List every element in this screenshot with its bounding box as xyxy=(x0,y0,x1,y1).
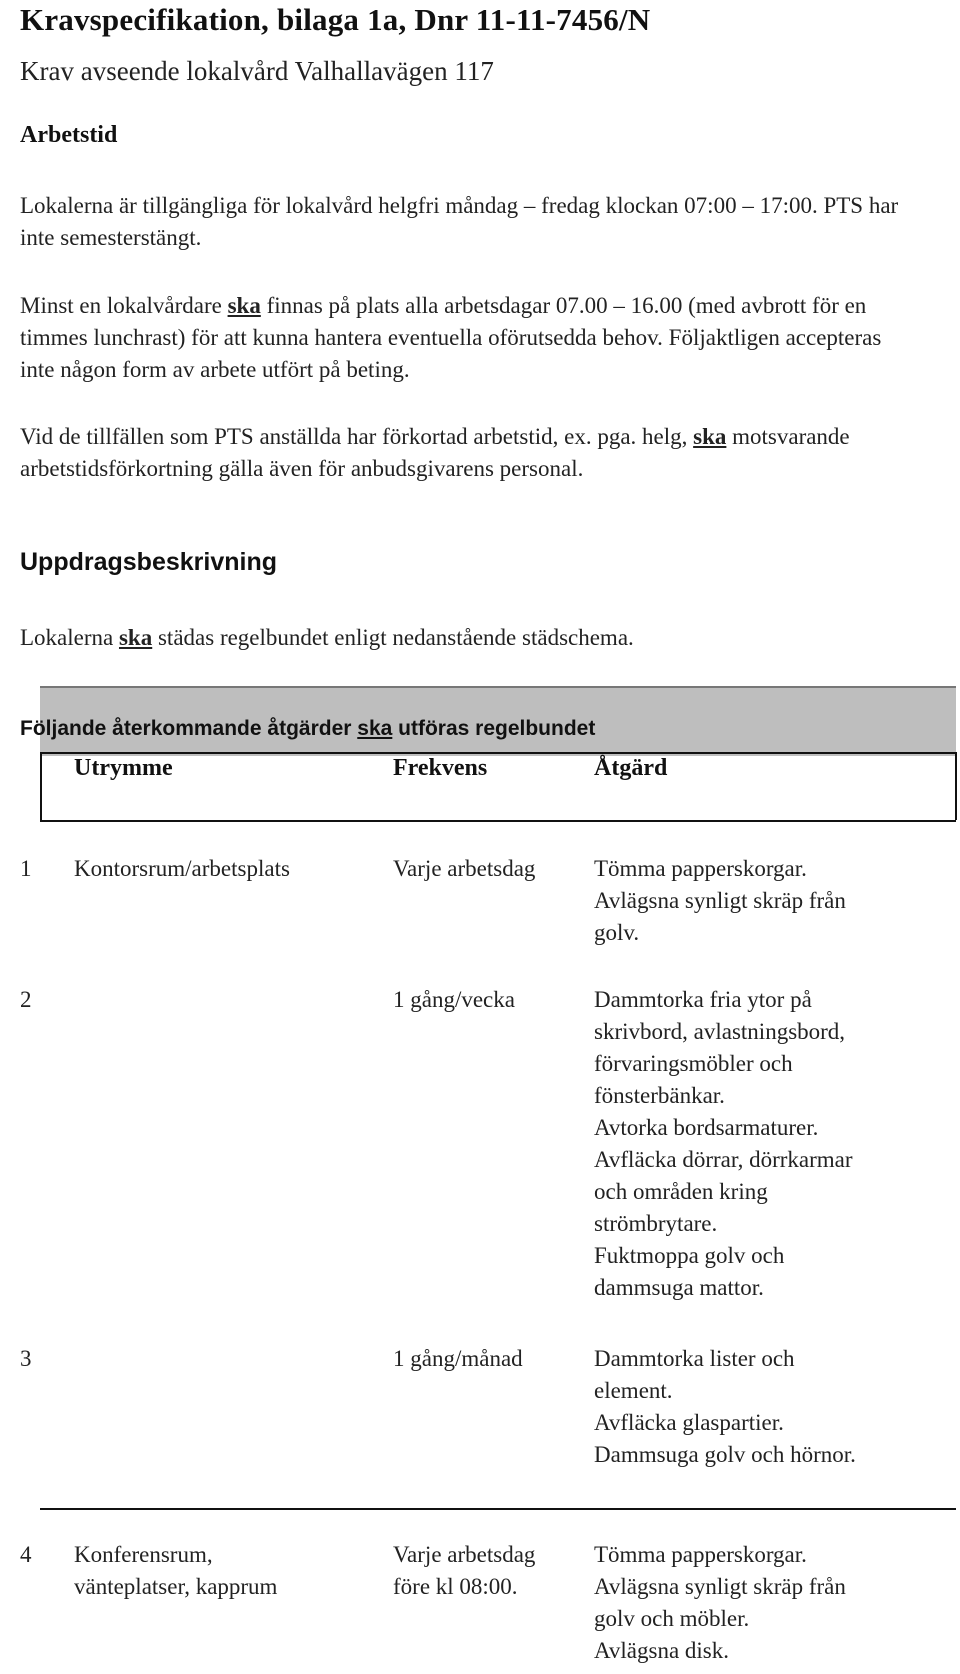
section-heading-uppdrag: Uppdragsbeskrivning xyxy=(20,548,277,576)
ska-emphasis: ska xyxy=(357,717,393,740)
column-header-action: Åtgärd xyxy=(594,755,668,781)
row-frequency: 1 gång/vecka xyxy=(393,987,515,1012)
row-action: Tömma papperskorgar. Avlägsna synligt skräp från golv. xyxy=(594,856,846,945)
paragraph-staffing: Minst en lokalvårdare ska finnas på plats alla arbetsdagar 07.00 – 16.00 (med avbrott för en timmes lunchrast) för att kunna hantera eventuella oförutsedda behov. Följaktligen accepteras inte någon form av arbete utfört på beting. xyxy=(20,293,882,382)
section-heading-arbetstid: Arbetstid xyxy=(20,122,118,148)
paragraph-cleaning-schedule: Lokalerna ska städas regelbundet enligt nedanstående städschema. xyxy=(20,625,634,650)
table-right-border xyxy=(955,752,957,820)
row-number: 4 xyxy=(20,1542,32,1567)
table-left-border xyxy=(40,752,42,820)
row-frequency: Varje arbetsdag xyxy=(393,856,536,881)
row-room: Konferensrum, vänteplatser, kapprum xyxy=(74,1542,278,1599)
row-frequency: 1 gång/månad xyxy=(393,1346,523,1371)
document-title: Kravspecifikation, bilaga 1a, Dnr 11-11-7456/N xyxy=(20,2,651,37)
row-number: 2 xyxy=(20,987,32,1012)
column-header-frequency: Frekvens xyxy=(393,755,488,781)
table-row-divider xyxy=(40,1508,956,1510)
ska-emphasis: ska xyxy=(227,293,261,318)
row-action: Dammtorka fria ytor på skrivbord, avlastningsbord, förvaringsmöbler och fönsterbänkar. Avtorka bordsarmaturer. Avfläcka dörrar, dörrkarmar och områden kring strömbrytare. Fuktmoppa golv och dammsuga mattor. xyxy=(594,987,853,1300)
row-number: 1 xyxy=(20,856,32,881)
row-action: Dammtorka lister och element. Avfläcka glaspartier. Dammsuga golv och hörnor. xyxy=(594,1346,856,1467)
row-action: Tömma papperskorgar. Avlägsna synligt skräp från golv och möbler. Avlägsna disk. xyxy=(594,1542,846,1663)
schedule-title: Följande återkommande åtgärder ska utföras regelbundet xyxy=(20,717,596,740)
paragraph-access-hours: Lokalerna är tillgängliga för lokalvård helgfri måndag – fredag klockan 07:00 – 17:00. PTS har inte semesterstängt. xyxy=(20,193,899,250)
paragraph-shortened-hours: Vid de tillfällen som PTS anställda har förkortad arbetstid, ex. pga. helg, ska motsvarande arbetstidsförkortning gälla även för anbudsgivarens personal. xyxy=(20,424,850,481)
table-header-divider xyxy=(40,820,956,822)
ska-emphasis: ska xyxy=(118,625,153,650)
table-top-border xyxy=(40,752,956,754)
row-number: 3 xyxy=(20,1346,32,1371)
ska-emphasis: ska xyxy=(693,424,727,449)
column-header-room: Utrymme xyxy=(74,755,173,781)
row-frequency: Varje arbetsdag före kl 08:00. xyxy=(393,1542,536,1599)
document-subtitle: Krav avseende lokalvård Valhallavägen 117 xyxy=(20,56,494,86)
row-room: Kontorsrum/arbetsplats xyxy=(74,856,290,881)
